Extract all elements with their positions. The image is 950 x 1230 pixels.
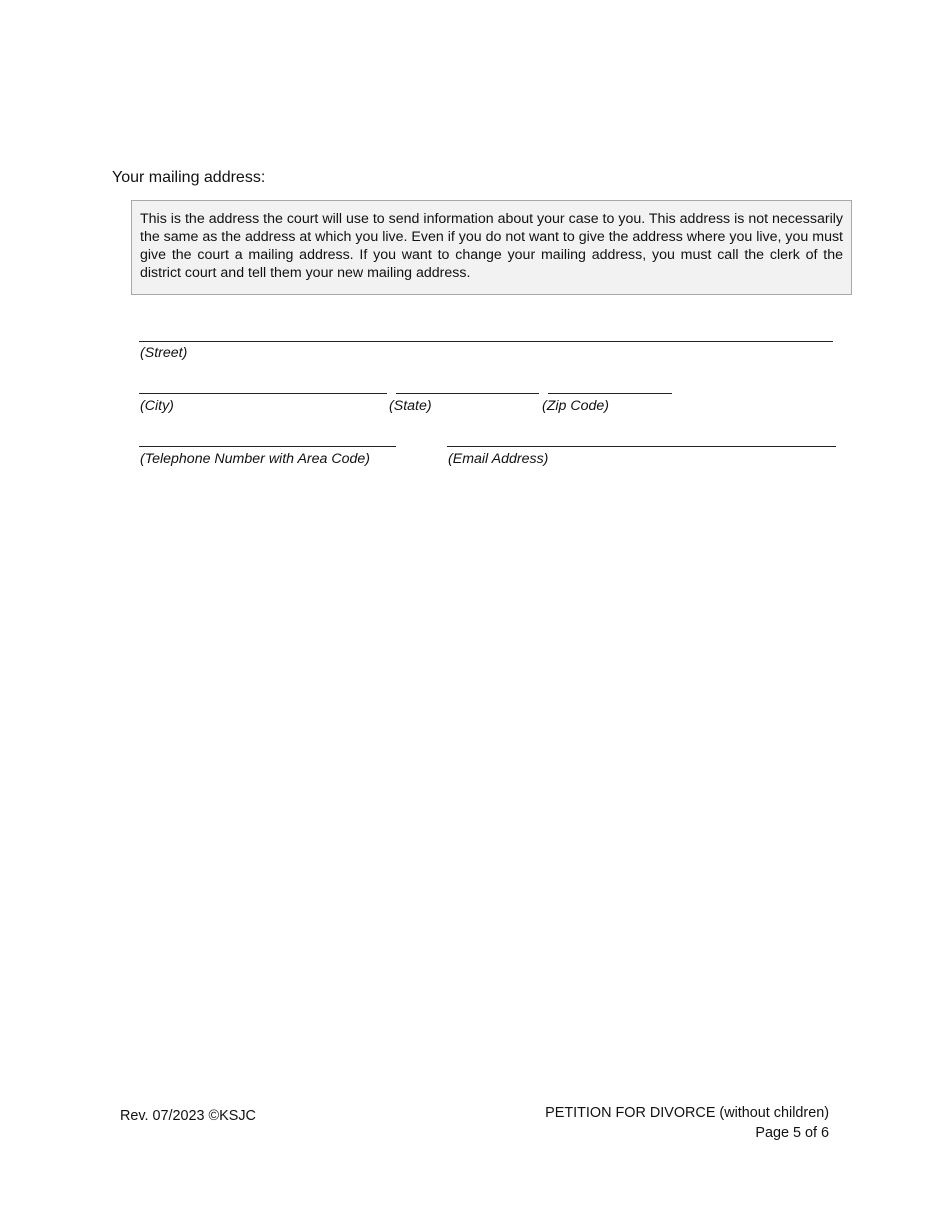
street-line[interactable]	[139, 341, 833, 342]
form-footer	[545, 1103, 829, 1143]
revision-footer: Rev. 07/2023 ©KSJC	[120, 1108, 256, 1124]
state-caption: (State)	[389, 398, 432, 414]
mailing-address-heading: Your mailing address:	[112, 169, 266, 186]
zip-caption: (Zip Code)	[542, 398, 610, 414]
mailing-address-info-box: This is the address the court will use to send information about your case to you. This address is not necessarily the same as the address at which you live. Even if you do not want to give the address where you live, you must give the court a mailing address. If you want to change your mailing address, you must call the clerk of the district court and tell them your new mailing address.	[131, 200, 852, 295]
telephone-caption: (Telephone Number with Area Code)	[140, 451, 371, 467]
zip-line[interactable]	[548, 393, 672, 394]
page-number: Page 5 of 6	[755, 1125, 829, 1141]
email-caption: (Email Address)	[448, 451, 549, 467]
telephone-line[interactable]	[139, 446, 396, 447]
state-line[interactable]	[396, 393, 539, 394]
form-title: PETITION FOR DIVORCE (without children)	[545, 1105, 829, 1121]
email-line[interactable]	[447, 446, 836, 447]
city-line[interactable]	[139, 393, 387, 394]
city-caption: (City)	[140, 398, 174, 414]
street-caption: (Street)	[140, 345, 188, 361]
